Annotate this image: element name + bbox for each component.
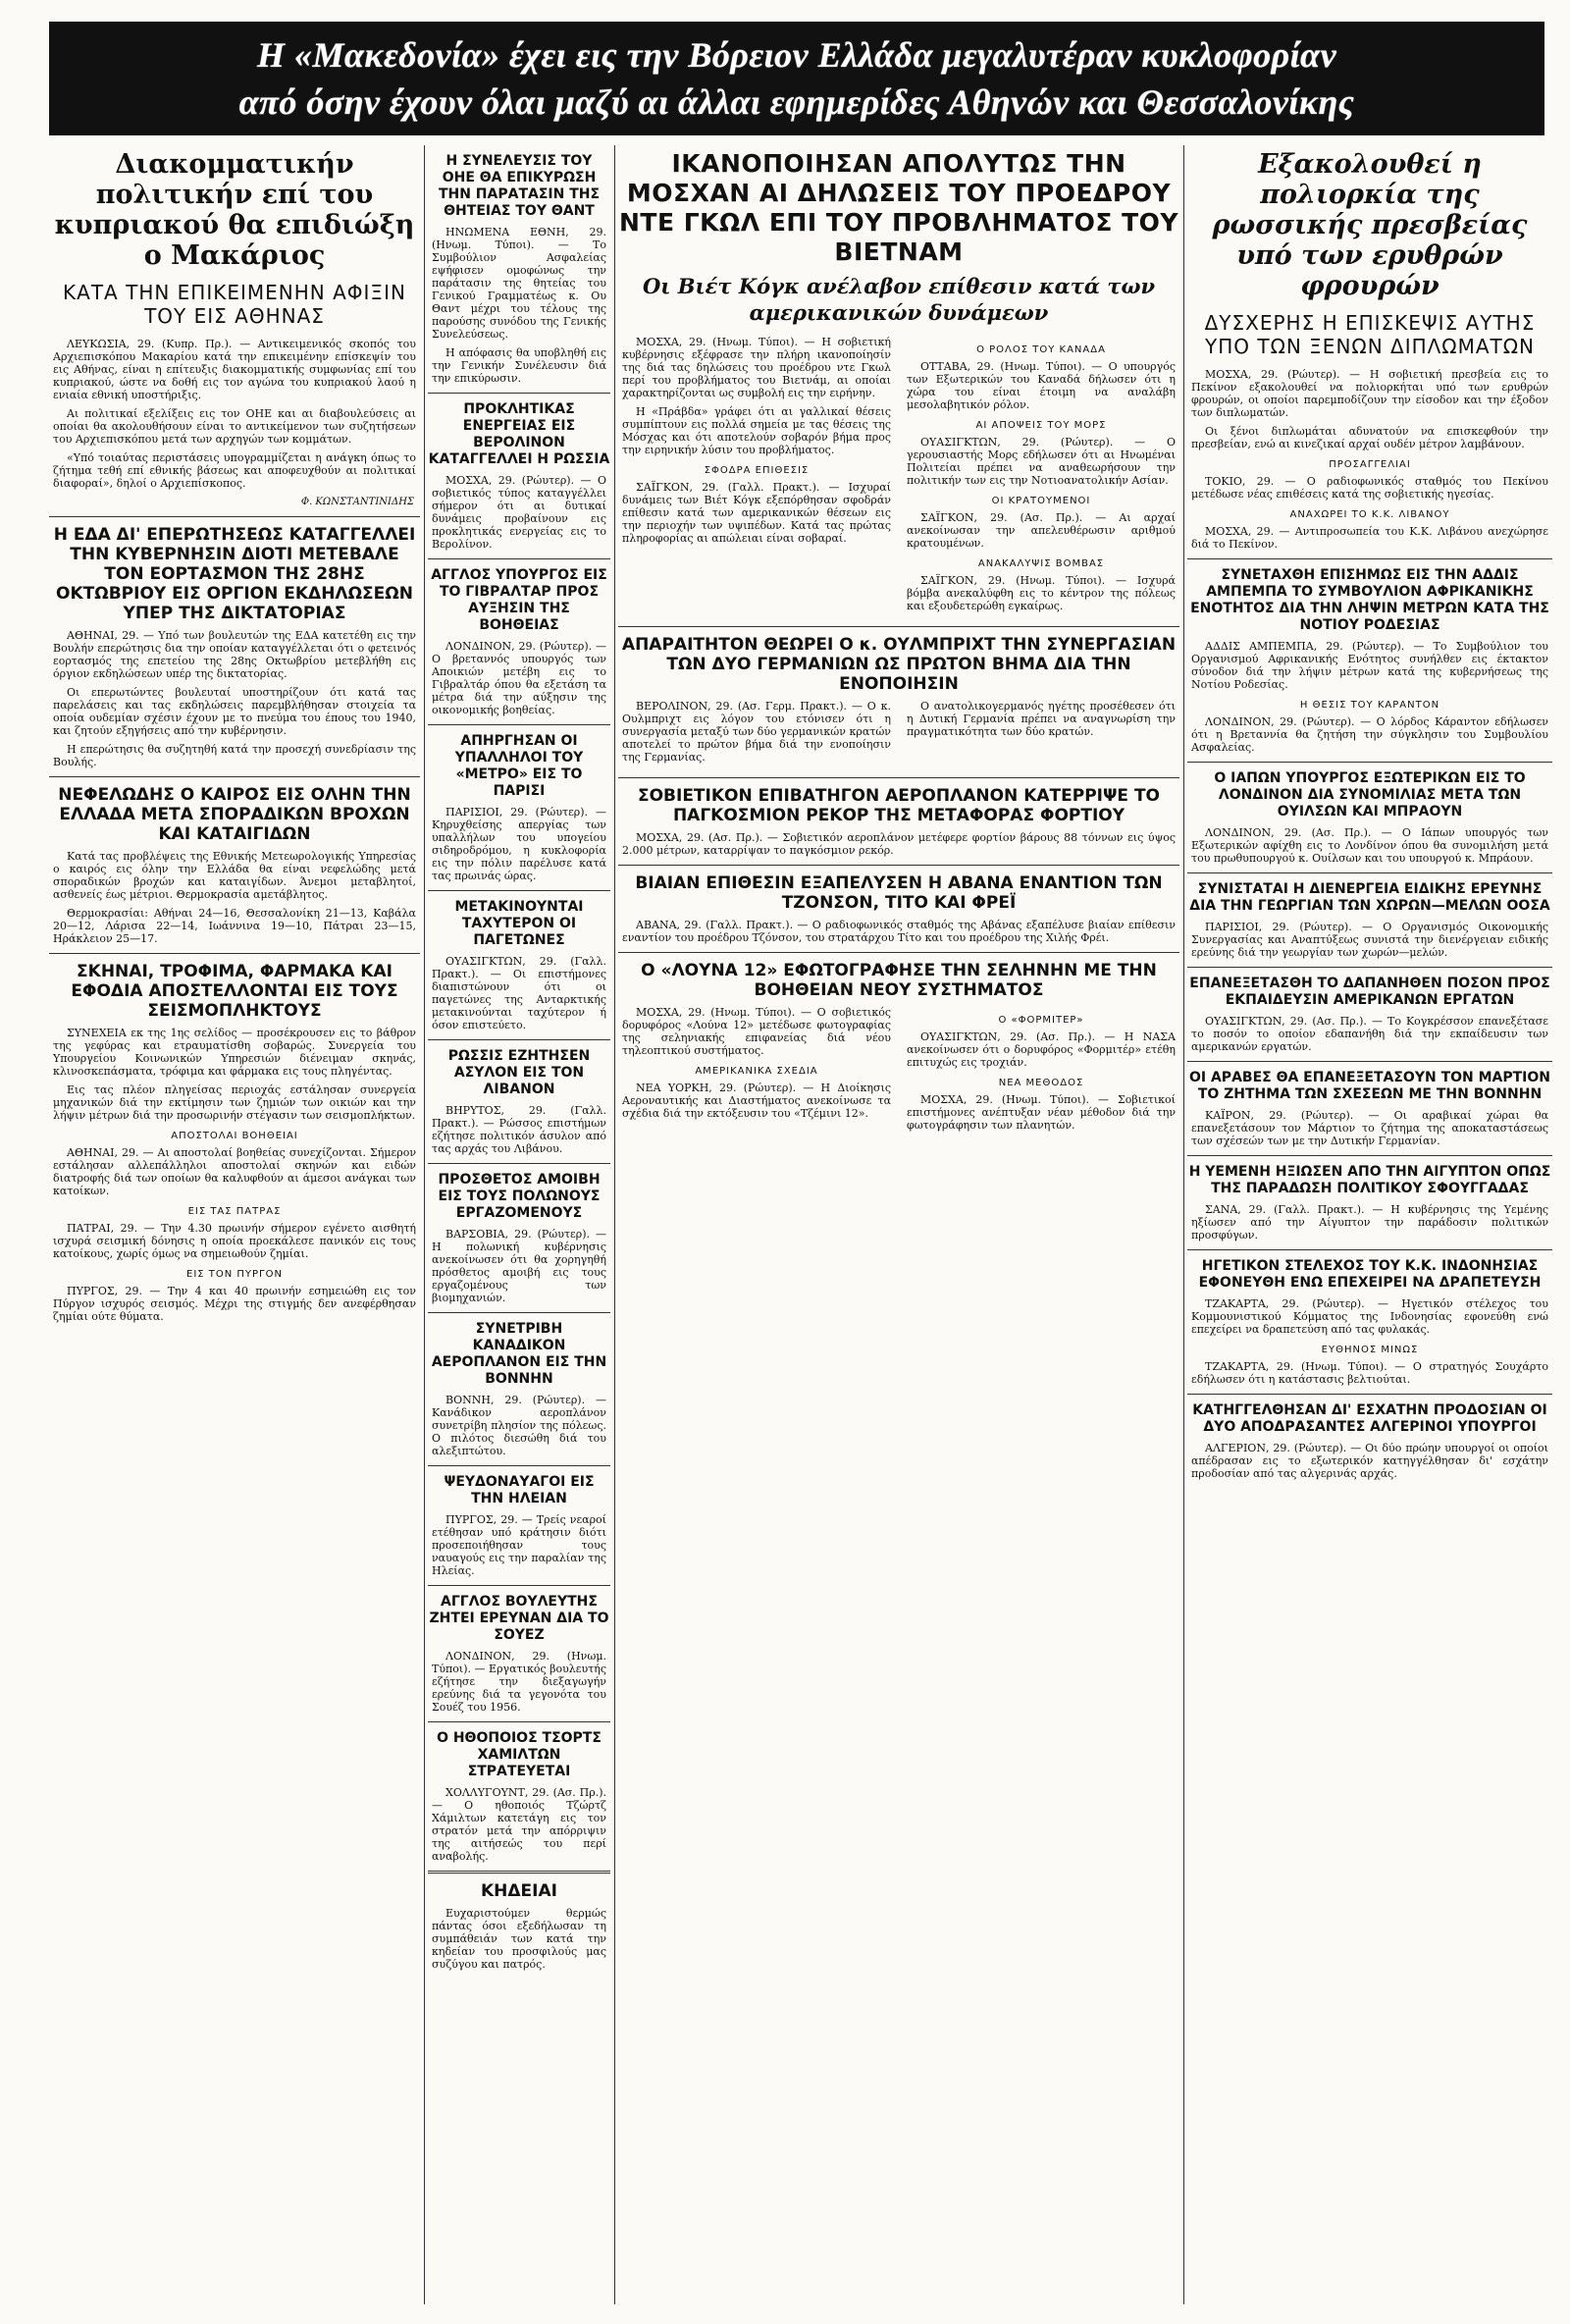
article-eda <box>49 525 420 768</box>
headline: ΑΓΓΛΟΣ ΒΟΥΛΕΥΤΗΣ ΖΗΤΕΙ ΕΡΕΥΝΑΝ ΔΙΑ ΤΟ ΣΟΥΕΖ <box>429 1594 609 1643</box>
paragraph: «Υπό τοιαύτας περιστάσεις υπογραμμίζεται η ανάγκη όπως το ζήτημα τεθή επί εθνικής βάσεως και αποφευχθούν αι πολιτικαί διαφοραί», δηλοί ο Αρχιεπίσκοπος. <box>53 451 416 490</box>
headline: ΡΩΣΣΙΣ ΕΖΗΤΗΣΕΝ ΑΣΥΛΟΝ ΕΙΣ ΤΟΝ ΛΙΒΑΝΟΝ <box>447 1048 591 1097</box>
paragraph: ΧΟΛΛΥΓΟΥΝΤ, 29. (Ασ. Πρ.). — Ο ηθοποιός Τζώρτζ Χάμιλτων κατετάγη εις τον στρατόν μετά την απόρριψιν της αιτήσεώς του περί αναβολής. <box>432 1786 606 1863</box>
subhead: ΑΜΕΡΙΚΑΝΙΚΑ ΣΧΕΔΙΑ <box>695 1066 818 1077</box>
article-ilia <box>428 1474 610 1577</box>
byline: Φ. ΚΩΝΣΤΑΝΤΙΝΙΔΗΣ <box>300 497 414 507</box>
banner-line-2: από όσην έχουν όλαι μαζύ αι άλλαι εφημερίδες Αθηνών και Θεσσαλονίκης <box>238 82 1355 122</box>
paragraph: ΟΥΑΣΙΓΚΤΩΝ, 29. (Ρώυτερ). — Ο γερουσιαστής Μορς εδήλωσεν ότι αι Ηνωμέναι Πολιτείαι πρέπει να αναθεωρήσουν την πολιτικήν των εις την Νοτιοανατολικήν Ασίαν. <box>907 436 1176 487</box>
headline: Ο ΗΘΟΠΟΙΟΣ ΤΣΟΡΤΣ ΧΑΜΙΛΤΩΝ ΣΤΡΑΤΕΥΕΤΑΙ <box>437 1730 602 1779</box>
headline: ΟΙ ΑΡΑΒΕΣ ΘΑ ΕΠΑΝΕΞΕΤΑΣΟΥΝ ΤΟΝ ΜΑΡΤΙΟΝ ΤΟ ΖΗΤΗΜΑ ΤΩΝ ΣΧΕΣΕΩΝ ΜΕ ΤΗΝ ΒΟΝΝΗΝ <box>1188 1070 1551 1102</box>
subhead: ΑΠΟΣΤΟΛΑΙ ΒΟΗΘΕΙΑΙ <box>171 1131 298 1141</box>
paragraph: ΒΗΡΥΤΟΣ, 29. (Γαλλ. Πρακτ.). — Ρώσσος επιστήμων εζήτησε πολιτικόν άσυλον από τας αρχάς του Λιβάνου. <box>432 1104 606 1155</box>
paragraph: ΛΟΝΔΙΝΟΝ, 29. (Ρώυτερ). — Ο λόρδος Κάραντον εδήλωσεν ότι η Βρεταννία θα ζητήση την σύγκλησιν του Συμβουλίου Ασφαλείας. <box>1191 715 1548 754</box>
article-plane-crash <box>428 1321 610 1457</box>
paragraph: ΒΑΡΣΟΒΙΑ, 29. (Ρώυτερ). — Η πολωνική κυβέρνησις ανεκοίνωσεν ότι θα χορηγηθή πρόσθετος αμοιβή εις τους εργαζομένους των βιομηχανιών. <box>432 1228 606 1304</box>
article-weather <box>49 785 420 945</box>
headline: Ο «ΛΟΥΝΑ 12» ΕΦΩΤΟΓΡΑΦΗΣΕ ΤΗΝ ΣΕΛΗΝΗΝ ΜΕ ΤΗΝ ΒΟΗΘΕΙΑΝ ΝΕΟΥ ΣΥΣΤΗΜΑΤΟΣ <box>641 961 1157 1000</box>
paragraph: ΣΥΝΕΧΕΙΑ εκ της 1ης σελίδος — προσέκρουσεν εις το βάθρον της γεφύρας και ετραυματίσθη σοβαρώς. Συνεργεία του Υπουργείου Κοινωνικών Υπηρεσιών διένειμαν σκηνάς, κλινοσκεπάσματα, τρόφιμα και φάρμακα εις τους πληγέντας. <box>53 1027 416 1078</box>
article-us-workers <box>1187 976 1552 1053</box>
article-makarios <box>49 149 420 508</box>
article-indonesia <box>1187 1258 1552 1386</box>
newspaper-page <box>12 10 1558 2306</box>
paragraph: ΑΘΗΝΑΙ, 29. — Υπό των βουλευτών της ΕΔΑ κατετέθη εις την Βουλήν επερώτησις δια την οποίαν καταγγέλλεται ότι ο φετεινός εορτασμός της επετείου της 28ης Οκτωβρίου μετεβλήθη εις όργιον εκδηλώσεων υπέρ της δικτατορίας. <box>53 629 416 680</box>
paragraph: ΑΒΑΝΑ, 29. (Γαλλ. Πρακτ.). — Ο ραδιοφωνικός σταθμός της Αβάνας εξαπέλυσε βιαίαν επίθεσιν εναντίον του προέδρου Τζόνσον, του στρατάρχου Τίτο και του προέδρου της Χιλής Φρέι. <box>622 919 1176 944</box>
paragraph: ΑΛΓΕΡΙΟΝ, 29. (Ρώυτερ). — Οι δύο πρώην υπουργοί οι οποίοι απέδρασαν εις το εξωτερικόν κατηγγέλθησαν δι' εσχάτην προδοσίαν από τας αλγερινάς αρχάς. <box>1191 1442 1548 1480</box>
paragraph: ΟΥΑΣΙΓΚΤΩΝ, 29. (Ασ. Πρ.). — Το Κογκρέσσον επανεξέτασε το ποσόν το οποίον εδαπανήθη διά την εκπαίδευσιν των αμερικανών εργατών. <box>1191 1015 1548 1053</box>
subhead: ΝΕΑ ΜΕΘΟΔΟΣ <box>998 1078 1084 1088</box>
article-metro <box>428 733 610 882</box>
headline: ΑΓΓΛΟΣ ΥΠΟΥΡΓΟΣ ΕΙΣ ΤΟ ΓΙΒΡΑΛΤΑΡ ΠΡΟΣ ΑΥΞΗΣΙΝ ΤΗΣ ΒΟΗΘΕΙΑΣ <box>431 567 607 633</box>
headline: ΒΙΑΙΑΝ ΕΠΙΘΕΣΙΝ ΕΞΑΠΕΛΥΣΕΝ Η ΑΒΑΝΑ ΕΝΑΝΤΙΟΝ ΤΩΝ ΤΖΟΝΣΟΝ, ΤΙΤΟ ΚΑΙ ΦΡΕΪ <box>635 873 1163 913</box>
subhead: ΟΙ ΚΡΑΤΟΥΜΕΝΟΙ <box>991 496 1091 506</box>
paragraph: ΜΟΣΧΑ, 29. (Ηνωμ. Τύποι). — Ο σοβιετικός δορυφόρος «Λούνα 12» μετέδωσε φωτογραφίας της σεληνιακής επιφανείας διά νέου τηλεοπτικού συστήματος. <box>622 1006 891 1057</box>
article-poland <box>428 1172 610 1304</box>
subhead: Η ΘΕΣΙΣ ΤΟΥ ΚΑΡΑΝΤΟΝ <box>1299 700 1440 711</box>
headline: ΣΚΗΝΑΙ, ΤΡΟΦΙΜΑ, ΦΑΡΜΑΚΑ ΚΑΙ ΕΦΟΔΙΑ ΑΠΟΣΤΕΛΛΟΝΤΑΙ ΕΙΣ ΤΟΥΣ ΣΕΙΣΜΟΠΛΗΚΤΟΥΣ <box>71 962 398 1021</box>
paragraph: Κατά τας προβλέψεις της Εθνικής Μετεωρολογικής Υπηρεσίας ο καιρός εις όλην την Ελλάδα θα είναι νεφελώδης μετά σποραδικών βροχών και καταιγίδων. Άνεμοι μεταβλητοί, ασθενείς έως μέτριοι. Θερμοκρασία αμετάβλητος. <box>53 850 416 901</box>
column-3 <box>618 145 1179 2304</box>
article-earthquake-aid <box>49 962 420 1323</box>
headline: ΑΠΑΡΑΙΤΗΤΟΝ ΘΕΩΡΕΙ Ο κ. ΟΥΛΜΠΡΙΧΤ ΤΗΝ ΣΥΝΕΡΓΑΣΙΑΝ ΤΩΝ ΔΥΟ ΓΕΡΜΑΝΙΩΝ ΩΣ ΠΡΩΤΟΝ ΒΗΜΑ ΔΙΑ ΤΗΝ ΕΝΟΠΟΙΗΣΙΝ <box>621 635 1177 694</box>
headline: ΑΠΗΡΓΗΣΑΝ ΟΙ ΥΠΑΛΛΗΛΟΙ ΤΟΥ «ΜΕΤΡΟ» ΕΙΣ ΤΟ ΠΑΡΙΣΙ <box>454 733 584 799</box>
subheadline: ΔΥΣΧΕΡΗΣ Η ΕΠΙΣΚΕΨΙΣ ΑΥΤΗΣ ΥΠΟ ΤΩΝ ΞΕΝΩΝ ΔΙΠΛΩΜΑΤΩΝ <box>1204 311 1536 358</box>
paragraph: ΤΟΚΙΟ, 29. — Ο ραδιοφωνικός σταθμός του Πεκίνου μετέδωσε νέας επιθέσεις κατά της σοβιετικής ηγεσίας. <box>1191 475 1548 501</box>
article-gibraltar <box>428 567 610 716</box>
paragraph: Αι πολιτικαί εξελίξεις εις τον ΟΗΕ και αι διαβουλεύσεις αι οποίαι θα ακολουθήσουν είναι το αντικείμενον των συζητήσεων του Αρχιεπισκόπου μετά των αρχηγών των κομμάτων. <box>53 407 416 446</box>
paragraph: ΣΑΪΓΚΟΝ, 29. (Γαλλ. Πρακτ.). — Ισχυραί δυνάμεις των Βιέτ Κόγκ εξεπόρθησαν σφοδράν επίθεσιν κατά των αμερικανικών θέσεων εις την περιοχήν των υψιπέδων. Κατά τας πρώτας πληροφορίας αι απώλειαι είναι σοβαραί. <box>622 481 891 545</box>
paragraph: ΜΟΣΧΑ, 29. (Ηνωμ. Τύποι). — Η σοβιετική κυβέρνησις εξέφρασε την πλήρη ικανοποίησίν της διά τας δηλώσεις του προέδρου ντε Γκωλ περί του προβλήματος του Βιετνάμ, αι οποίαι χαρακτηρίζονται ως συμβολή εις την ειρήνην. <box>622 336 891 399</box>
headline: ΚΗΔΕΙΑΙ <box>481 1881 557 1901</box>
article-yemen <box>1187 1164 1552 1241</box>
paragraph: ΗΝΩΜΕΝΑ ΕΘΝΗ, 29. (Ηνωμ. Τύποι). — Το Συμβούλιον Ασφαλείας εψήφισεν ομοφώνως την παράτασιν της θητείας του Γενικού Γραμματέως κ. Ου Θαντ μέχρι του τέλους της παρούσης συνόδου της Γενικής Συνελεύσεως. <box>432 226 606 341</box>
headline: ΜΕΤΑΚΙΝΟΥΝΤΑΙ ΤΑΧΥΤΕΡΟΝ ΟΙ ΠΑΓΕΤΩΝΕΣ <box>454 899 584 948</box>
paragraph: ΛΟΝΔΙΝΟΝ, 29. (Ηνωμ. Τύποι). — Εργατικός βουλευτής εζήτησε την διεξαγωγήν ερεύνης διά τα γεγονότα του Σουέζ του 1956. <box>432 1650 606 1714</box>
subhead: Ο «ΦΟΡΜΙΤΕΡ» <box>998 1015 1084 1026</box>
paragraph: ΒΟΝΝΗ, 29. (Ρώυτερ). — Κανάδικον αεροπλάνον συνετρίβη πλησίον της πόλεως. Ο πιλότος διεσώθη διά του αλεξιπτώτου. <box>432 1394 606 1457</box>
headline: Ο ΙΑΠΩΝ ΥΠΟΥΡΓΟΣ ΕΞΩΤΕΡΙΚΩΝ ΕΙΣ ΤΟ ΛΟΝΔΙΝΟΝ ΔΙΑ ΣΥΝΟΜΙΛΙΑΣ ΜΕΤΑ ΤΩΝ ΟΥΙΛΣΩΝ ΚΑΙ ΜΠΡΑΟΥΝ <box>1214 770 1526 819</box>
paragraph: ΠΥΡΓΟΣ, 29. — Τρείς νεαροί ετέθησαν υπό κράτησιν διότι προσεποιήθησαν τους ναυαγούς εις την παραλίαν της Ηλείας. <box>432 1513 606 1577</box>
paragraph: ΠΑΡΙΣΙΟΙ, 29. (Ρώυτερ). — Ο Οργανισμός Οικονομικής Συνεργασίας και Αναπτύξεως συνιστά την διενέργειαν ειδικής ερεύνης διά την γεωργίαν των χωρών—μελών. <box>1191 921 1548 959</box>
paragraph: ΜΟΣΧΑ, 29. (Ρώυτερ). — Η σοβιετική πρεσβεία εις το Πεκίνον εξακολουθεί να πολιορκήται υπό των ερυθρών φρουρών, οι οποίοι παρεμποδίζουν την είσοδον και την έξοδον των διπλωματών. <box>1191 368 1548 419</box>
paragraph: ΚΑΪΡΟΝ, 29. (Ρώυτερ). — Οι αραβικαί χώραι θα επανεξετάσουν τον Μάρτιον το ζήτημα της αποκαταστάσεως των σχέσεών των με την Δυτικήν Γερμανίαν. <box>1191 1109 1548 1147</box>
headline: ΗΓΕΤΙΚΟΝ ΣΤΕΛΕΧΟΣ ΤΟΥ Κ.Κ. ΙΝΔΟΝΗΣΙΑΣ ΕΦΟΝΕΥΘΗ ΕΝΩ ΕΠΕΧΕΙΡΕΙ ΝΑ ΔΡΑΠΕΤΕΥΣΗ <box>1198 1258 1542 1291</box>
paragraph: ΤΖΑΚΑΡΤΑ, 29. (Ρώυτερ). — Ηγετικόν στέλεχος του Κομμουνιστικού Κόμματος της Ινδονησίας εφονεύθη ενώ επεχείρει να δραπετεύση από τας φυλακάς. <box>1191 1297 1548 1336</box>
headline: Η ΥΕΜΕΝΗ ΗΞΙΩΣΕΝ ΑΠΟ ΤΗΝ ΑΙΓΥΠΤΟΝ ΟΠΩΣ ΤΗΣ ΠΑΡΑΔΩΣΗ ΠΟΛΙΤΙΚΟΥ ΣΦΟΥΓΓΑΔΑΣ <box>1188 1164 1551 1196</box>
paragraph: ΛΟΝΔΙΝΟΝ, 29. (Ρώυτερ). — Ο βρεταννός υπουργός των Αποικιών μετέβη εις το Γιβραλτάρ όπου θα εξετάση τα μέτρα διά την αύξησιν της οικονομικής βοηθείας. <box>432 640 606 716</box>
paragraph: ΤΖΑΚΑΡΤΑ, 29. (Ηνωμ. Τύποι). — Ο στρατηγός Σουχάρτο εδήλωσεν ότι η κατάστασις βελτιούται. <box>1191 1360 1548 1386</box>
subhead: ΠΡΟΣΑΓΓΕΛΙΑΙ <box>1329 459 1411 470</box>
paragraph: ΠΥΡΓΟΣ, 29. — Την 4 και 40 πρωινήν εσημειώθη εις τον Πύργον ισχυρός σεισμός. Μέχρι της στιγμής δεν ανεφέρθησαν ζημίαι ούτε θύματα. <box>53 1285 416 1323</box>
paragraph: ΜΟΣΧΑ, 29. (Ασ. Πρ.). — Σοβιετικόν αεροπλάνον μετέφερε φορτίον βάρους 88 τόννων εις ύψος 2.000 μέτρων, καταρρίψαν το παγκόσμιον ρεκόρ. <box>622 831 1176 857</box>
paragraph: Ευχαριστούμεν θερμώς πάντας όσοι εξεδήλωσαν τη συμπάθειάν των κατά την κηδείαν του προσφιλούς μας συζύγου και πατρός. <box>432 1907 606 1971</box>
masthead-banner <box>49 22 1544 135</box>
headline: ΙΚΑΝΟΠΟΙΗΣΑΝ ΑΠΟΛΥΤΩΣ ΤΗΝ ΜΟΣΧΑΝ ΑΙ ΔΗΛΩΣΕΙΣ ΤΟΥ ΠΡΟΕΔΡΟΥ ΝΤΕ ΓΚΩΛ ΕΠΙ ΤΟΥ ΠΡΟΒΛΗΜΑΤΟΣ ΤΟΥ ΒΙΕΤΝΑΜ <box>618 149 1179 266</box>
headline: ΣΟΒΙΕΤΙΚΟΝ ΕΠΙΒΑΤΗΓΟΝ ΑΕΡΟΠΛΑΝΟΝ ΚΑΤΕΡΡΙΨΕ ΤΟ ΠΑΓΚΟΣΜΙΟΝ ΡΕΚΟΡ ΤΗΣ ΜΕΤΑΦΟΡΑΣ ΦΟΡΤΙΟΥ <box>637 786 1161 825</box>
headline: Εξακολουθεί η πολιορκία της ρωσσικής πρεσβείας υπό των ερυθρών φρουρών <box>1212 149 1528 301</box>
headline: ΠΡΟΚΛΗΤΙΚΑΣ ΕΝΕΡΓΕΙΑΣ ΕΙΣ ΒΕΡΟΛΙΝΟΝ ΚΑΤΑΓΓΕΛΛΕΙ Η ΡΩΣΣΙΑ <box>428 401 610 467</box>
paragraph: ΣΑΪΓΚΟΝ, 29. (Ηνωμ. Τύποι). — Ισχυρά βόμβα ανεκαλύφθη εις το κέντρον της πόλεως και εξουδετερώθη εγκαίρως. <box>907 574 1176 612</box>
paragraph: ΜΟΣΧΑ, 29. — Αντιπροσωπεία του Κ.Κ. Λιβάνου ανεχώρησε διά το Πεκίνον. <box>1191 525 1548 551</box>
headline: ΚΑΤΗΓΓΕΛΘΗΣΑΝ ΔΙ' ΕΣΧΑΤΗΝ ΠΡΟΔΟΣΙΑΝ ΟΙ ΔΥΟ ΑΠΟΔΡΑΣΑΝΤΕΣ ΑΛΓΕΡΙΝΟΙ ΥΠΟΥΡΓΟΙ <box>1192 1402 1547 1435</box>
article-berlin <box>428 401 610 551</box>
column-rule <box>614 145 615 2304</box>
paragraph: Η επερώτησις θα συζητηθή κατά την προσεχή συνεδρίασιν της Βουλής. <box>53 743 416 768</box>
article-arabs-bonn <box>1187 1070 1552 1147</box>
paragraph: Οι επερωτώντες βουλευταί υποστηρίζουν ότι κατά τας παρελάσεις και τας εκδηλώσεις παρεμβλήθησαν στοιχεία τα οποία ουδεμίαν σχέσιν έχουν με το πνεύμα του έπους του 1940, και ζητούν εξηγήσεις από την κυβέρνησιν. <box>53 686 416 737</box>
subheadline: Οι Βιέτ Κόγκ ανέλαβον επίθεσιν κατά των αμερικανικών δυνάμεων <box>642 274 1156 325</box>
subhead: Ο ΡΟΛΟΣ ΤΟΥ ΚΑΝΑΔΑ <box>976 344 1106 355</box>
column-2 <box>428 145 610 2304</box>
subheadline: ΚΑΤΑ ΤΗΝ ΕΠΙΚΕΙΜΕΝΗΝ ΑΦΙΞΙΝ ΤΟΥ ΕΙΣ ΑΘΗΝΑΣ <box>63 281 406 328</box>
banner-line-1: Η «Μακεδονία» έχει εις την Βόρειον Ελλάδα μεγαλυτέραν κυκλοφορίαν <box>256 35 1337 75</box>
article-funerals <box>428 1881 610 1971</box>
article-actor <box>428 1730 610 1863</box>
headline: ΕΠΑΝΕΞΕΤΑΣΘΗ ΤΟ ΔΑΠΑΝΗΘΕΝ ΠΟΣΟΝ ΠΡΟΣ ΕΚΠΑΙΔΕΥΣΙΝ ΑΜΕΡΙΚΑΝΩΝ ΕΡΓΑΤΩΝ <box>1189 976 1550 1008</box>
subhead: ΑΝΑΧΩΡΕΙ ΤΟ Κ.Κ. ΛΙΒΑΝΟΥ <box>1289 509 1450 520</box>
subhead: ΕΙΣ ΤΟΝ ΠΥΡΓΟΝ <box>186 1269 283 1280</box>
paragraph: ΑΘΗΝΑΙ, 29. — Αι αποστολαί βοηθείας συνεχίζονται. Σήμερον εστάλησαν αλλεπάλληλοι αποστολαί σκηνών και ειδών διατροφής διά των οποίων θα καλυφθούν αι άμεσοι ανάγκαι των κατοίκων. <box>53 1146 416 1197</box>
paragraph: Ο ανατολικογερμανός ηγέτης προσέθεσεν ότι η Δυτική Γερμανία πρέπει να αναγνωρίση την πραγματικότητα των δύο κρατών. <box>907 700 1176 738</box>
paragraph: ΠΑΡΙΣΙΟΙ, 29. (Ρώυτερ). — Κηρυχθείσης απεργίας των υπαλλήλων του υπογείου σιδηροδρόμου, η κυκλοφορία εις την πόλιν παρέλυσε κατά τας πρωινάς ώρας. <box>432 806 606 882</box>
column-4 <box>1187 145 1552 2304</box>
subhead: ΕΥΘΗΝΟΣ ΜΙΝΩΣ <box>1321 1345 1419 1355</box>
article-asylum <box>428 1048 610 1155</box>
paragraph: ΛΟΝΔΙΝΟΝ, 29. (Ασ. Πρ.). — Ο Ιάπων υπουργός των Εξωτερικών αφίχθη εις το Λονδίνον όπου θα συνομιλήση μετά του πρωθυπουργού κ. Ουίλσων και του υπουργού κ. Μπράουν. <box>1191 826 1548 865</box>
article-body <box>618 336 1179 618</box>
paragraph: Εις τας πλέον πληγείσας περιοχάς εστάλησαν συνεργεία μηχανικών διά την εκτίμησιν των ζημιών των οικιών και την λήψιν μέτρων διά την προσωρινήν στέγασιν των σεισμοπλήκτων. <box>53 1083 416 1122</box>
headline: ΣΥΝΕΤΑΧΘΗ ΕΠΙΣΗΜΩΣ ΕΙΣ ΤΗΝ ΑΔΔΙΣ ΑΜΠΕΜΠΑ ΤΟ ΣΥΜΒΟΥΛΙΟΝ ΑΦΡΙΚΑΝΙΚΗΣ ΕΝΟΤΗΤΟΣ ΔΙΑ ΤΗΝ ΛΗΨΙΝ ΜΕΤΡΩΝ ΚΑΤΑ ΤΗΣ ΝΟΤΙΟΥ ΡΟΔΕΣΙΑΣ <box>1190 567 1549 633</box>
paragraph: ΛΕΥΚΩΣΙΑ, 29. (Κυπρ. Πρ.). — Αντικειμενικός σκοπός του Αρχιεπισκόπου Μακαρίου κατά την επικειμένην επίσκεψίν του εις Αθήνας, είναι η επίτευξις διακομματικής συμφωνίας επί του κυπριακού, ώστε να δοθή εις τον αγώνα του κυπριακού λαού η ενιαία εθνική υποστήριξις. <box>53 338 416 401</box>
paragraph: ΠΑΤΡΑΙ, 29. — Την 4.30 πρωινήν σήμερον εγένετο αισθητή ισχυρά σεισμική δόνησις η οποία προεκάλεσε πανικόν εις τους κατοίκους, χωρίς όμως να σημειωθούν ζημίαι. <box>53 1222 416 1260</box>
article-suez <box>428 1594 610 1714</box>
headline: Η ΣΥΝΕΛΕΥΣΙΣ ΤΟΥ ΟΗΕ ΘΑ ΕΠΙΚΥΡΩΣΗ ΤΗΝ ΠΑΡΑΤΑΣΙΝ ΤΗΣ ΘΗΤΕΙΑΣ ΤΟΥ ΘΑΝΤ <box>438 153 601 219</box>
paragraph: ΒΕΡΟΛΙΝΟΝ, 29. (Ασ. Γερμ. Πρακτ.). — Ο κ. Ουλμπριχτ εις λόγον του ετόνισεν ότι η συνεργασία μεταξύ των δύο γερμανικών κρατών αποτελεί το πρώτον βήμα διά την ενοποίησιν της Γερμανίας. <box>622 700 891 764</box>
article-algeria <box>1187 1402 1552 1480</box>
subhead: ΑΝΑΚΑΛΥΨΙΣ ΒΟΜΒΑΣ <box>977 558 1105 569</box>
article-glaciers <box>428 899 610 1031</box>
article-cargo-record <box>618 786 1179 857</box>
paragraph: ΜΟΣΧΑ, 29. (Ηνωμ. Τύποι). — Σοβιετικοί επιστήμονες ανέπτυξαν νέαν μέθοδον διά την φωτογράφησιν των πλανητών. <box>907 1093 1176 1132</box>
paragraph: ΣΑΝΑ, 29. (Γαλλ. Πρακτ.). — Η κυβέρνησις της Υεμένης ηξίωσεν από την Αίγυπτον την παράδοσιν πολιτικών προσφύγων. <box>1191 1203 1548 1241</box>
article-havana <box>618 873 1179 944</box>
paragraph: ΟΥΑΣΙΓΚΤΩΝ, 29. (Ασ. Πρ.). — Η ΝΑΣΑ ανεκοίνωσεν ότι ο δορυφόρος «Φορμιτέρ» ετέθη επιτυχώς εις τροχιάν. <box>907 1030 1176 1069</box>
article-oecd <box>1187 881 1552 959</box>
headline: Διακομματικήν πολιτικήν επί του κυπριακού θα επιδιώξη ο Μακάριος <box>54 149 415 271</box>
subhead: ΕΙΣ ΤΑΣ ΠΑΤΡΑΣ <box>187 1206 282 1217</box>
paragraph: ΑΔΔΙΣ ΑΜΠΕΜΠΑ, 29. (Ρώυτερ). — Το Συμβούλιον του Οργανισμού Αφρικανικής Ενότητος συνήλθεν εις έκτακτον σύνοδον διά την λήψιν μέτρων κατά της κυβερνήσεως της Νοτίου Ροδεσίας. <box>1191 640 1548 691</box>
paragraph: Θερμοκρασίαι: Αθήναι 24—16, Θεσσαλονίκη 21—13, Καβάλα 20—12, Λάρισα 22—14, Ιωάννινα 19—10, Πάτραι 23—15, Ηράκλειον 25—17. <box>53 907 416 945</box>
article-ulbricht <box>618 635 1179 769</box>
headline: ΨΕΥΔΟΝΑΥΑΓΟΙ ΕΙΣ ΤΗΝ ΗΛΕΙΑΝ <box>444 1474 595 1506</box>
paragraph: Οι ξένοι διπλωμάται αδυνατούν να επισκεφθούν την πρεσβείαν, ενώ αι κινεζικαί αρχαί ουδέν μέτρον λαμβάνουν. <box>1191 425 1548 450</box>
column-1 <box>49 145 420 2304</box>
article-japan-minister <box>1187 770 1552 865</box>
paragraph: ΜΟΣΧΑ, 29. (Ρώυτερ). — Ο σοβιετικός τύπος καταγγέλλει σήμερον ότι αι δυτικαί δυνάμεις προβαίνουν εις προκλητικάς ενεργείας εις το Βερολίνον. <box>432 474 606 551</box>
article-addis-ababa <box>1187 567 1552 754</box>
paragraph: Η «Πράβδα» γράφει ότι αι γαλλικαί θέσεις συμπίπτουν εις πολλά σημεία με τας θέσεις της Μόσχας και ότι αποτελούν σοβαρόν βήμα προς την ειρηνικήν λύσιν του προβλήματος. <box>622 405 891 456</box>
article-embassy-siege <box>1187 149 1552 551</box>
headline: Η ΕΔΑ ΔΙ' ΕΠΕΡΩΤΗΣΕΩΣ ΚΑΤΑΓΓΕΛΛΕΙ ΤΗΝ ΚΥΒΕΡΝΗΣΙΝ ΔΙΟΤΙ ΜΕΤΕΒΑΛΕ ΤΟΝ ΕΟΡΤΑΣΜΟΝ ΤΗΣ 28ΗΣ ΟΚΤΩΒΡΙΟΥ ΕΙΣ ΟΡΓΙΟΝ ΕΚΔΗΛΩΣΕΩΝ ΥΠΕΡ ΤΗΣ ΔΙΚΤΑΤΟΡΙΑΣ <box>53 525 416 623</box>
paragraph: ΟΥΑΣΙΓΚΤΩΝ, 29. (Γαλλ. Πρακτ.). — Οι επιστήμονες διαπιστώνουν ότι οι παγετώνες της Ανταρκτικής μετακινούνται ταχύτερον ή όσον επιστεύετο. <box>432 955 606 1031</box>
column-rule <box>1183 145 1184 2304</box>
subhead: ΑΙ ΑΠΟΨΕΙΣ ΤΟΥ ΜΟΡΣ <box>975 420 1107 431</box>
column-rule <box>424 145 425 2304</box>
article-luna-12 <box>618 961 1179 1137</box>
headline: ΣΥΝΕΤΡΙΒΗ ΚΑΝΑΔΙΚΟΝ ΑΕΡΟΠΛΑΝΟΝ ΕΙΣ ΤΗΝ ΒΟΝΝΗΝ <box>431 1321 607 1387</box>
subhead: ΣΦΟΔΡΑ ΕΠΙΘΕΣΙΣ <box>704 465 810 476</box>
article-vietnam <box>618 149 1179 618</box>
headline: ΣΥΝΙΣΤΑΤΑΙ Η ΔΙΕΝΕΡΓΕΙΑ ΕΙΔΙΚΗΣ ΕΡΕΥΝΗΣ ΔΙΑ ΤΗΝ ΓΕΩΡΓΙΑΝ ΤΩΝ ΧΩΡΩΝ—ΜΕΛΩΝ ΟΟΣΑ <box>1189 881 1550 914</box>
paragraph: ΣΑΪΓΚΟΝ, 29. (Ασ. Πρ.). — Αι αρχαί ανεκοίνωσαν την απελευθέρωσιν αριθμού κρατουμένων. <box>907 511 1176 550</box>
paragraph: ΟΤΤΑΒΑ, 29. (Ηνωμ. Τύποι). — Ο υπουργός των Εξωτερικών του Καναδά δήλωσεν ότι η χώρα του είναι έτοιμη να αναλάβη μεσολαβητικόν ρόλον. <box>907 360 1176 411</box>
headline: ΠΡΟΣΘΕΤΟΣ ΑΜΟΙΒΗ ΕΙΣ ΤΟΥΣ ΠΟΛΩΝΟΥΣ ΕΡΓΑΖΟΜΕΝΟΥΣ <box>438 1172 601 1221</box>
headline: ΝΕΦΕΛΩΔΗΣ Ο ΚΑΙΡΟΣ ΕΙΣ ΟΛΗΝ ΤΗΝ ΕΛΛΑΔΑ ΜΕΤΑ ΣΠΟΡΑΔΙΚΩΝ ΒΡΟΧΩΝ ΚΑΙ ΚΑΤΑΙΓΙΔΩΝ <box>58 785 411 844</box>
paragraph: Η απόφασις θα υποβληθή εις την Γενικήν Συνέλευσιν διά την επικύρωσιν. <box>432 346 606 385</box>
article-un <box>428 153 610 385</box>
paragraph: ΝΕΑ ΥΟΡΚΗ, 29. (Ρώυτερ). — Η Διοίκησις Αεροναυτικής και Διαστήματος ανεκοίνωσε τα σχέδια διά την εκτόξευσιν του «Τζέμινι 12». <box>622 1082 891 1120</box>
